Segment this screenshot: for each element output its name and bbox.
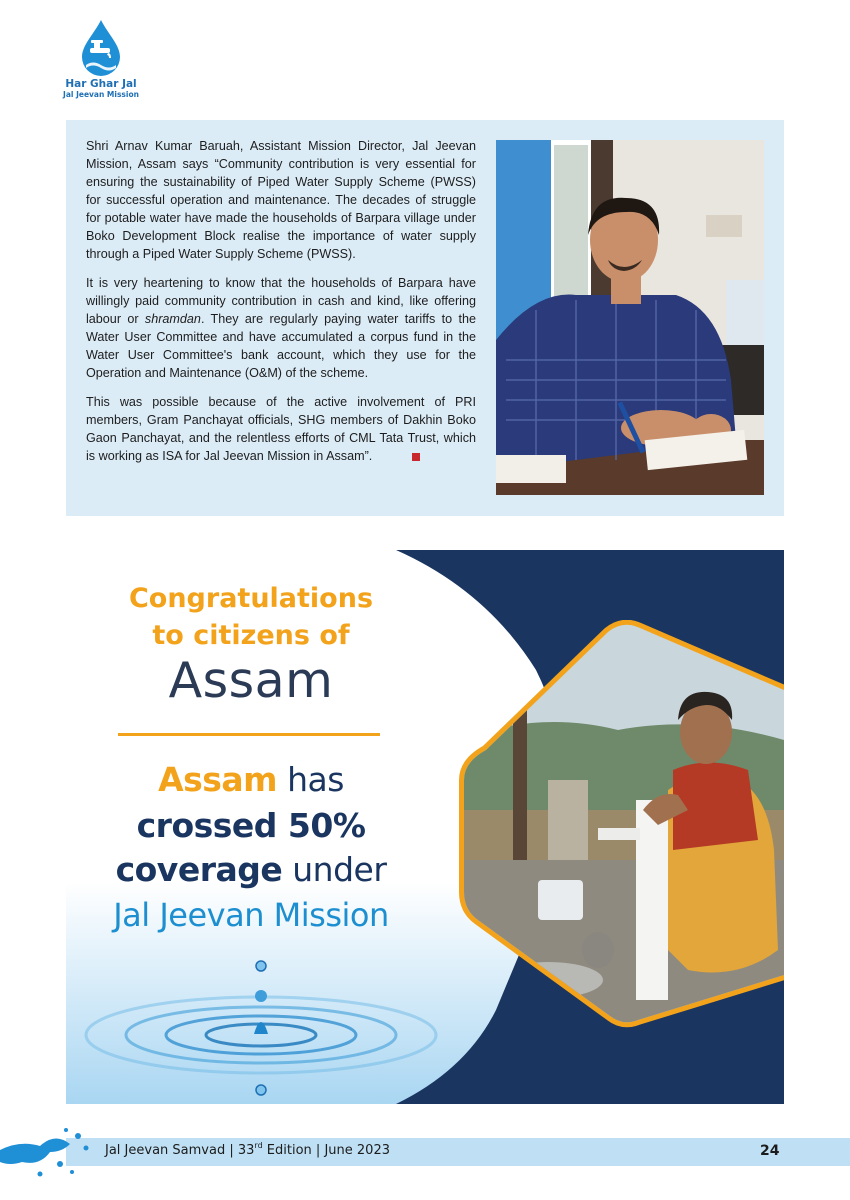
article-paragraph-3 <box>86 393 476 465</box>
official-portrait-photo <box>496 140 764 495</box>
issue-date: June 2023 <box>324 1143 390 1158</box>
congratulations-heading: Congratulations <box>128 583 374 614</box>
water-splash-icon <box>0 1122 100 1182</box>
article-paragraph-2-part-1: It is very heartening to know that the households of Barpara have willingly paid community contribution in cash and kind, like offering labour or <box>86 276 476 326</box>
congratulations-subheading: to citizens of <box>152 620 350 651</box>
end-of-article-mark <box>412 453 420 461</box>
article-paragraph-2-emphasis: shramdan <box>144 312 201 326</box>
footer-separator: | <box>229 1143 234 1158</box>
logo <box>60 18 142 99</box>
article-text <box>86 137 476 476</box>
footer-separator-2: | <box>315 1143 321 1158</box>
headline-coverage: coverage <box>115 850 283 889</box>
article-paragraph-3-text: This was possible because of the active involvement of PRI members, Gram Panchayat officials, SHG members of Dakhin Boko Gaon Panchayat, and the relentless efforts of CML Tata Trust, which is working as ISA for Jal Jeevan Mission in Assam”. <box>86 395 476 463</box>
article-paragraph-1: Shri Arnav Kumar Baruah, Assistant Mission Director, Jal Jeevan Mission, Assam says “Community contribution is very essential for ensuring the sustainability of Piped Water Supply Scheme (PWSS) for successful operation and maintenance. The decades of struggle for potable water have made the households of Barpara village under Boko Development Block realise the importance of water supply through a Piped Water Supply Scheme (PWSS). <box>86 139 476 261</box>
page-number: 24 <box>760 1143 780 1159</box>
publication-name: Jal Jeevan Samvad <box>105 1143 226 1158</box>
edition-suffix: rd <box>254 1141 263 1150</box>
headline-line-3 <box>66 848 436 892</box>
headline-has: has <box>287 760 344 799</box>
logo-title: Har Ghar Jal <box>65 78 137 90</box>
headline-under: under <box>292 850 387 889</box>
headline-crossed: crossed 50% <box>136 806 366 845</box>
edition-number: 33 <box>237 1143 255 1158</box>
water-drop-tap-icon <box>78 18 124 76</box>
headline-line-2 <box>66 804 436 848</box>
headline-mission: Jal Jeevan Mission <box>113 896 389 934</box>
logo-subtitle: Jal Jeevan Mission <box>63 90 139 99</box>
state-name: Assam <box>168 652 334 709</box>
orange-divider <box>118 733 380 736</box>
coverage-banner <box>66 550 784 1104</box>
article-panel <box>66 120 784 516</box>
article-paragraph-2-part-2: . They are regularly paying water tariffs to the Water User Committee and have accumulated a corpus fund in the Water User Committee's bank account, which they use for the Operation and Maintenance (O&M) of the scheme. <box>86 312 476 380</box>
edition-label: Edition <box>266 1143 312 1158</box>
headline-state: Assam <box>158 760 278 799</box>
water-ripple-graphic <box>66 940 466 1104</box>
footer-publication-info <box>105 1143 390 1158</box>
woman-at-tap-photo <box>458 620 784 1030</box>
article-paragraph-2 <box>86 274 476 382</box>
headline-line-1 <box>66 758 436 802</box>
